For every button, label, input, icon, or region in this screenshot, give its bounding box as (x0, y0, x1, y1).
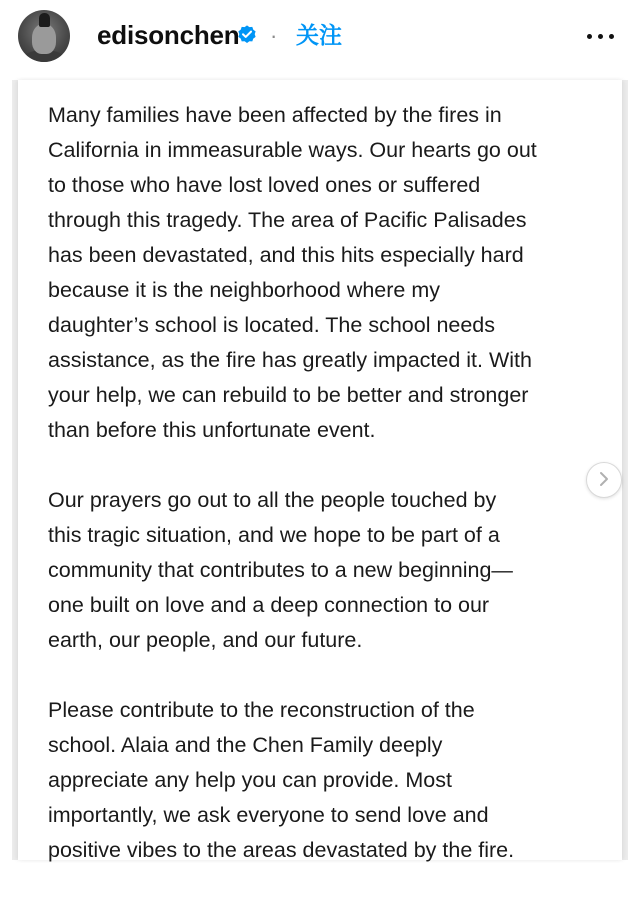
text-line: California in immeasurable ways. Our hearts go out (48, 138, 537, 162)
paragraph-2 (48, 483, 608, 658)
paragraph-1 (48, 98, 608, 448)
verified-badge-icon (236, 24, 258, 46)
post-text (48, 98, 608, 903)
text-line: Many families have been affected by the fires in (48, 103, 502, 127)
text-line: earth, our people, and our future. (48, 628, 363, 652)
text-line: to those who have lost loved ones or suffered (48, 173, 481, 197)
separator-dot: · (270, 23, 278, 48)
paragraph-3 (48, 693, 608, 868)
next-slide-button[interactable] (586, 462, 622, 498)
chevron-right-icon (596, 471, 612, 487)
text-line: community that contributes to a new beginning— (48, 558, 513, 582)
text-line: assistance, as the fire has greatly impacted it. With (48, 348, 532, 372)
follow-button[interactable]: 关注 (296, 22, 342, 48)
text-line: Our prayers go out to all the people touched by (48, 488, 497, 512)
text-line: Please contribute to the reconstruction of the (48, 698, 475, 722)
text-line: through this tragedy. The area of Pacific Palisades (48, 208, 527, 232)
text-line: school. Alaia and the Chen Family deeply (48, 733, 443, 757)
text-line: appreciate any help you can provide. Most (48, 768, 452, 792)
avatar[interactable] (18, 10, 70, 62)
more-options-icon[interactable] (582, 22, 622, 48)
text-line: positive vibes to the areas devastated by the fire. (48, 838, 515, 862)
text-line: importantly, we ask everyone to send love and (48, 803, 489, 827)
text-line: your help, we can rebuild to be better and stronger (48, 383, 529, 407)
text-line: than before this unfortunate event. (48, 418, 376, 442)
text-line: has been devastated, and this hits especially hard (48, 243, 524, 267)
text-line: one built on love and a deep connection to our (48, 593, 490, 617)
text-line: daughter’s school is located. The school needs (48, 313, 496, 337)
text-line: this tragic situation, and we hope to be part of a (48, 523, 500, 547)
avatar-hair (39, 13, 50, 27)
text-line: because it is the neighborhood where my (48, 278, 441, 302)
username[interactable]: edisonchen (97, 20, 240, 50)
avatar-face (32, 24, 56, 54)
post-header (0, 0, 640, 72)
